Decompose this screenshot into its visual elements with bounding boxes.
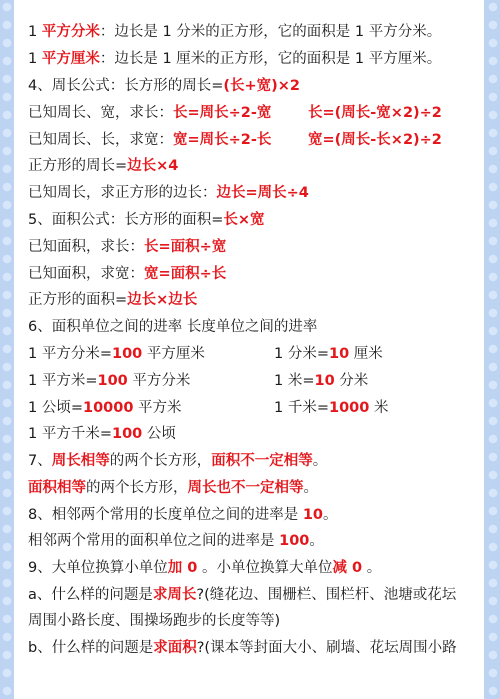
body-text: 1 公顷= bbox=[28, 400, 83, 416]
highlight-text: 100 bbox=[97, 373, 128, 389]
text-line bbox=[28, 371, 486, 391]
body-text: 7、 bbox=[28, 453, 52, 469]
body-text: 已知面积，求宽： bbox=[28, 266, 144, 282]
text-line bbox=[28, 611, 486, 631]
highlight-text: 周长也不一定相等 bbox=[187, 480, 304, 496]
highlight-text: (长+宽)×2 bbox=[223, 78, 301, 94]
text-line bbox=[28, 76, 486, 96]
body-text: 5、面积公式：长方形的面积= bbox=[28, 212, 224, 228]
body-text: 周围小路长度、围操场跑步的长度等等) bbox=[28, 613, 281, 629]
length-unit-column bbox=[274, 398, 388, 418]
highlight-text: 减 0 bbox=[332, 560, 363, 576]
body-text: 正方形的面积= bbox=[28, 292, 128, 308]
text-line bbox=[28, 505, 486, 525]
body-text: 1 千米= bbox=[274, 400, 329, 416]
body-text: 平方分米 bbox=[127, 373, 191, 389]
text-line bbox=[28, 210, 486, 230]
body-text: ?(课本等封面大小、刷墙、花坛周围小路 bbox=[196, 640, 457, 656]
body-text: 9、大单位换算小单位 bbox=[28, 560, 168, 576]
highlight-text: 平方厘米 bbox=[41, 51, 100, 67]
highlight-text: 面积相等 bbox=[28, 480, 86, 496]
length-unit-column bbox=[274, 371, 368, 391]
body-text: b、什么样的问题是 bbox=[28, 640, 154, 656]
length-unit-column bbox=[274, 344, 383, 364]
highlight-text: 求周长 bbox=[152, 587, 197, 603]
body-text: 分米 bbox=[334, 373, 369, 389]
body-text: 。 bbox=[312, 453, 328, 469]
highlight-text: 面积不一定相等 bbox=[211, 453, 313, 469]
text-line bbox=[28, 156, 486, 176]
text-line bbox=[28, 317, 486, 337]
highlight-text: 10000 bbox=[82, 400, 134, 416]
body-text: 厘米 bbox=[349, 346, 383, 362]
body-text: ：边长是 1 分米的正方形，它的面积是 1 平方分米。 bbox=[99, 24, 442, 40]
text-line bbox=[28, 237, 486, 257]
text-line bbox=[28, 130, 486, 150]
highlight-text: 边长×边长 bbox=[127, 292, 198, 308]
highlight-text: 100 bbox=[111, 346, 143, 362]
decorative-border-right bbox=[486, 0, 500, 699]
text-line bbox=[28, 344, 486, 364]
body-text: 正方形的周长= bbox=[28, 158, 128, 174]
body-text: 。 bbox=[362, 560, 382, 576]
body-text: 已知周长、长，求宽： bbox=[28, 132, 173, 148]
body-text: 1 平方米= bbox=[28, 373, 98, 389]
body-text: 。小单位换算大单位 bbox=[197, 560, 333, 576]
highlight-text: 宽=周长÷2-长 bbox=[173, 132, 272, 148]
text-line bbox=[28, 290, 486, 310]
text-line bbox=[28, 103, 486, 123]
body-text: 8、相邻两个常用的长度单位之间的进率是 bbox=[28, 507, 303, 523]
text-line bbox=[28, 183, 486, 203]
highlight-text: 100 bbox=[279, 533, 310, 549]
body-text: 平方米 bbox=[133, 400, 182, 416]
highlight-text: 1000 bbox=[328, 400, 370, 416]
highlight-text: 10 bbox=[302, 507, 324, 523]
body-text: 1 平方千米= bbox=[28, 426, 112, 442]
highlight-text: 求面积 bbox=[153, 640, 197, 656]
highlight-text: 长=面积÷宽 bbox=[144, 239, 227, 255]
decorative-border-left bbox=[0, 0, 14, 699]
body-text: 1 平方分米= bbox=[28, 346, 112, 362]
body-text: 的两个长方形， bbox=[86, 480, 188, 496]
body-text: 平方厘米 bbox=[142, 346, 205, 362]
text-line bbox=[28, 558, 486, 578]
text-line bbox=[28, 451, 486, 471]
body-text: 。 bbox=[323, 507, 338, 523]
highlight-text: 10 bbox=[328, 346, 350, 362]
body-text: ：边长是 1 厘米的正方形，它的面积是 1 平方厘米。 bbox=[99, 51, 442, 67]
highlight-text: 边长×4 bbox=[127, 158, 179, 174]
highlight-text: 边长=周长÷4 bbox=[216, 185, 309, 201]
highlight-text: 长×宽 bbox=[223, 212, 265, 228]
body-text: a、什么样的问题是 bbox=[28, 587, 153, 603]
body-text: 已知面积，求长： bbox=[28, 239, 144, 255]
text-line bbox=[28, 22, 486, 42]
highlight-text: 平方分米 bbox=[41, 24, 100, 40]
body-text: 4、周长公式：长方形的周长= bbox=[28, 78, 224, 94]
highlight-text: 加 0 bbox=[167, 560, 198, 576]
text-line bbox=[28, 531, 486, 551]
highlight-text: 100 bbox=[111, 426, 143, 442]
highlight-text: 宽=面积÷长 bbox=[144, 266, 227, 282]
highlight-text: 长=(周长-宽×2)÷2 bbox=[308, 105, 442, 121]
body-text: 米 bbox=[369, 400, 389, 416]
body-text: 公顷 bbox=[142, 426, 176, 442]
text-line bbox=[28, 638, 486, 658]
text-line bbox=[28, 264, 486, 284]
body-text: 1 bbox=[28, 24, 42, 40]
text-line bbox=[28, 398, 486, 418]
body-text: 1 分米= bbox=[274, 346, 329, 362]
highlight-text: 10 bbox=[314, 373, 335, 389]
body-text: 。 bbox=[309, 533, 324, 549]
body-text: 1 米= bbox=[274, 373, 315, 389]
body-text: 已知周长，求正方形的边长： bbox=[28, 185, 217, 201]
body-text: ?(缝花边、围栅栏、围栏杆、池塘或花坛 bbox=[196, 587, 457, 603]
body-text: 的两个长方形， bbox=[109, 453, 212, 469]
highlight-text: 宽=(周长-长×2)÷2 bbox=[308, 132, 442, 148]
formula-alt-column bbox=[308, 130, 442, 150]
body-text: 相邻两个常用的面积单位之间的进率是 bbox=[28, 533, 280, 549]
text-line bbox=[28, 49, 486, 69]
formula-alt-column bbox=[308, 103, 442, 123]
body-text: 1 bbox=[28, 51, 42, 67]
text-line bbox=[28, 478, 486, 498]
text-line bbox=[28, 585, 486, 605]
body-text: 已知周长、宽，求长： bbox=[28, 105, 173, 121]
highlight-text: 周长相等 bbox=[51, 453, 110, 469]
body-text: 。 bbox=[303, 480, 318, 496]
highlight-text: 长=周长÷2-宽 bbox=[173, 105, 272, 121]
body-text: 6、面积单位之间的进率 长度单位之间的进率 bbox=[28, 319, 318, 335]
text-line bbox=[28, 424, 486, 444]
